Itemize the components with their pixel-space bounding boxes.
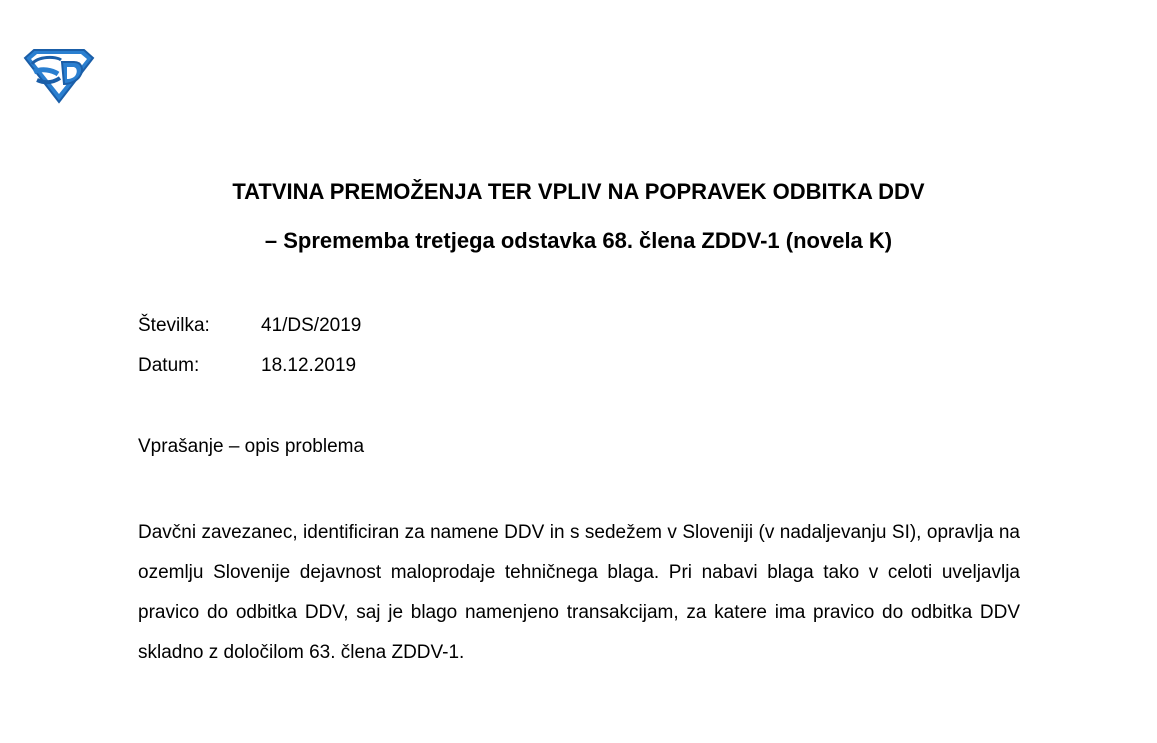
body-paragraph: Davčni zavezanec, identificiran za namene DDV in s sedežem v Sloveniji (v nadaljevanju SI), opravlja na ozemlju Slovenije dejavnost maloprodaje tehničnega blaga. Pri nabavi blaga tako v celoti uveljavlja pravico do odbitka DDV, saj je blago namenjeno transakcijam, za katere ima pravico do odbitka DDV skladno z določilom 63. člena ZDDV-1.	[138, 522, 1020, 663]
document-date-value: 18.12.2019	[261, 355, 357, 376]
document-title: TATVINA PREMOŽENJA TER VPLIV NA POPRAVEK ODBITKA DDV	[232, 179, 925, 204]
document-number-value: 41/DS/2019	[261, 315, 362, 336]
document-date-row	[138, 354, 356, 378]
section-heading: Vprašanje – opis problema	[138, 436, 365, 457]
company-logo	[22, 48, 96, 104]
document-number-label: Številka:	[138, 315, 210, 336]
document-number-row	[138, 314, 361, 338]
document-date-label: Datum:	[138, 355, 200, 376]
shield-logo-icon	[22, 48, 96, 104]
document-subtitle: – Sprememba tretjega odstavka 68. člena ZDDV-1 (novela K)	[264, 228, 893, 253]
